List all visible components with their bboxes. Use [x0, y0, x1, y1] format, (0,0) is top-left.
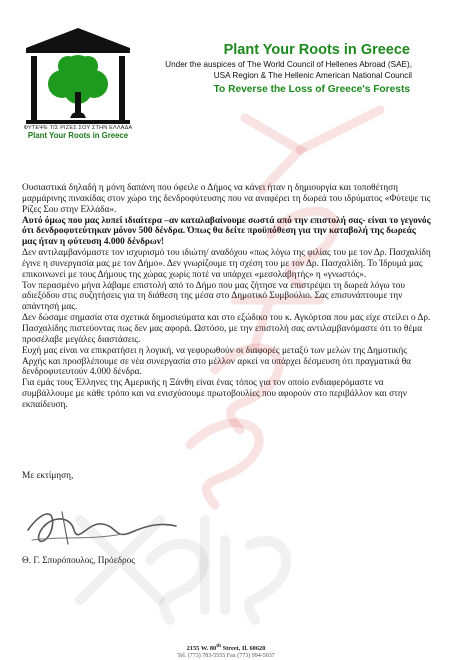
paragraph: Για εμάς τους Έλληνες της Αμερικής η Ξάνθη είναι ένας τόπος για τον οποίο ενδιαφερόμαστε να συμβάλλουμε με κάθε τρόπο και να ενισχύσουμε πρωτοβουλίες που αφορούν στο περιβάλλον και στην εκπαίδευση. [22, 378, 407, 410]
letter-body [22, 183, 432, 411]
paragraph: Ευχή μας είναι να επικρατήσει η λογική, να γεφυρωθούν οι διαφορές μεταξύ των μελών της Δημοτικής Αρχής και προσβλέπουμε σε νέα συνεργασία στο μέλλον αρκεί να υπάρχει δέσμευση ότι πραγματικά θα δενδροφυτευτούν 4.000 δένδρα. [22, 345, 412, 378]
logo-name: Plant Your Roots in Greece [27, 131, 129, 140]
paragraph-bold: Αυτό όμως που μας λυπεί ιδιαίτερα –αν καταλαβαίνουμε σωστά από την επιστολή σας- είναι το γεγονός ότι δενδροφυτεύτηκαν μόνον 500 δένδρα. Όπως θα δείτε προϋπόθεση για την καταβολή της δωρεάς μας ήταν η φύτευση 4.000 δένδρων! [22, 215, 431, 248]
org-title: Plant Your Roots in Greece [223, 42, 410, 58]
paragraph: Δεν δώσαμε σημασία στα σχετικά δημοσιεύματα και στο εξώδικο του κ. Αγκόρτσα που μας είχε στείλει ο Δρ. Πασχαλίδης πιστεύοντας πως δεν μας αφορά. Ωστόσο, με την επιστολή σας αντιλαμβανόμαστε ότι το θέμα προσέλαβε μεγάλες διαστάσεις. [22, 313, 431, 345]
org-motto: To Reverse the Loss of Greece's Forests [213, 84, 410, 95]
subtitle-line: USA Region & The Hellenic American National Council [213, 70, 412, 80]
paragraph: Ουσιαστικά δηλαδή η μόνη δαπάνη που όφειλε ο Δήμος να κάνει ήταν η δημιουργία και τοποθέτηση μαρμάρινης πινακίδας στον χώρο της δενδροφύτευσης που να αναφέρει τη δωρεά του ιδρύματος «Φύτεψε τις Ρίζες Σου στην Ελλάδα». [22, 183, 431, 215]
paragraph: Τον περασμένο μήνα λάβαμε επιστολή από το Δήμο που μας ζήτησε να επιστρέψει τη δωρεά λόγω του αδιεξόδου στις συζητήσεις για τη διάθεση της μέσα στο Δημοτικό Συμβούλιο. Σας επισυνάπτουμε την απάντησή μας. [22, 280, 405, 313]
logo-caption: ΦΥΤΕΨΕ ΤΙΣ ΡΙΖΕΣ ΣΟΥ ΣΤΗΝ ΕΛΛΑΔΑ [23, 125, 133, 131]
subtitle-line: Under the auspices of The World Council of Hellenes Abroad (SAE), [165, 60, 412, 69]
closing: Με εκτίμηση, [22, 471, 74, 481]
footer-address [0, 643, 452, 652]
footer-contact: Tel. (773) 783-5555 Fax (773) 994-5037 [177, 653, 275, 659]
address-prefix: 2155 W. 80 [186, 645, 217, 653]
address-suffix: th [216, 643, 221, 649]
org-subtitle [165, 60, 412, 81]
handwritten-signature [22, 500, 182, 555]
signer-name: Θ. Γ. Σπυρόπουλος, Πρόεδρος [22, 556, 135, 566]
address-rest: Street, Il. 60620 [220, 645, 266, 653]
paragraph: Δεν αντιλαμβανόμαστε τον ισχυρισμό του ιδιώτη/ αναδόχου «πως λόγω της φιλίας του με τον Δρ. Πασχαλίδη έγινε η συνεργασία μας με τον Δήμο». Δεν γνωρίζουμε τη σχέση του με τον Δρ. Πασχαλίδη. Το Ίδρυμά μας επικοινωνεί με τους Δήμους της χώρας χωρίς ποτέ να υπάρχει «μεσολαβητής» η «γνωστός». [22, 248, 431, 280]
